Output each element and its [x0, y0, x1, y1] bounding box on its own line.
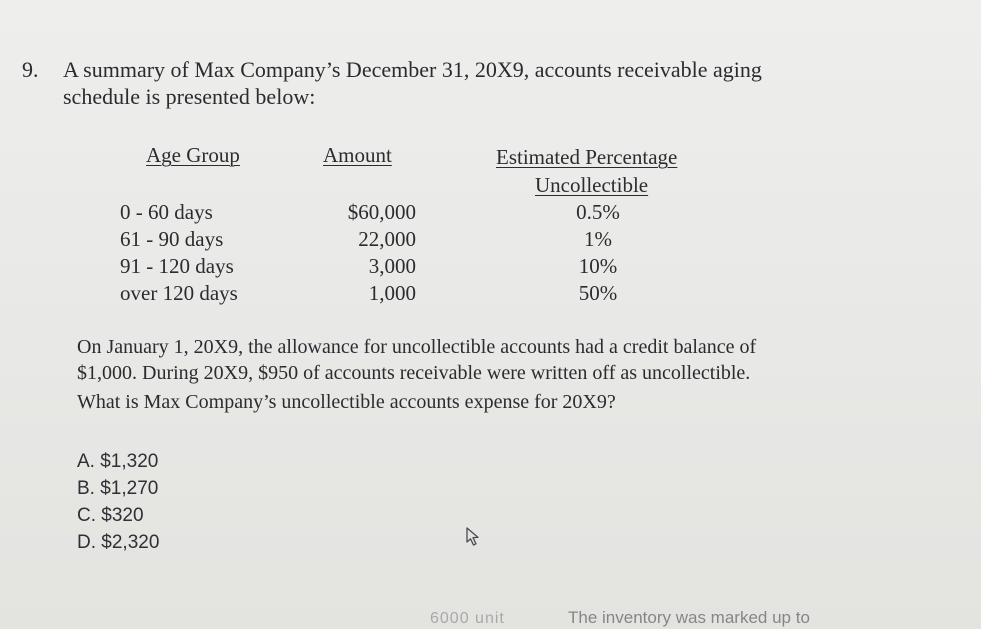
header-percentage-line-1: Estimated Percentage — [496, 145, 678, 169]
cutoff-text-left: 6000 unit — [430, 610, 505, 627]
age-cell: 61 - 90 days — [120, 227, 224, 251]
choice-b[interactable]: B. $1,270 — [77, 478, 159, 499]
question-stem-line-1: A summary of Max Company’s December 31, 20X9, accounts receivable aging — [63, 57, 762, 82]
percentage-cell: 10% — [578, 254, 618, 278]
amount-cell: 3,000 — [368, 254, 416, 278]
percentage-column — [556, 199, 640, 307]
header-amount: Amount — [323, 143, 392, 167]
question-stem-line-2: schedule is presented below: — [63, 84, 316, 109]
amount-cell: 1,000 — [368, 281, 416, 305]
paragraph-line-3: What is Max Company’s uncollectible accounts expense for 20X9? — [77, 391, 616, 413]
percentage-cell: 50% — [578, 281, 618, 305]
choice-c[interactable]: C. $320 — [77, 505, 144, 526]
percentage-cell: 0.5% — [576, 200, 620, 224]
mouse-pointer-icon — [462, 526, 482, 548]
paragraph-line-2: $1,000. During 20X9, $950 of accounts receivable were written off as uncollectible. — [77, 362, 751, 384]
question-number: 9. — [22, 57, 39, 82]
amount-cell: 22,000 — [358, 227, 416, 251]
age-cell: over 120 days — [120, 281, 238, 305]
age-group-column — [120, 199, 238, 307]
header-percentage-line-2: Uncollectible — [535, 173, 649, 197]
amount-cell: $60,000 — [347, 200, 416, 224]
answer-choices — [77, 448, 159, 556]
choice-d[interactable]: D. $2,320 — [77, 532, 160, 553]
age-cell: 91 - 120 days — [120, 254, 234, 278]
choice-a[interactable]: A. $1,320 — [77, 451, 159, 472]
cutoff-text: The inventory was marked up to — [568, 608, 810, 627]
paragraph-line-1: On January 1, 20X9, the allowance for uncollectible accounts had a credit balance of — [77, 336, 757, 358]
amount-column — [330, 199, 416, 307]
header-age-group: Age Group — [146, 143, 240, 167]
percentage-cell: 1% — [584, 227, 612, 251]
age-cell: 0 - 60 days — [120, 200, 213, 224]
